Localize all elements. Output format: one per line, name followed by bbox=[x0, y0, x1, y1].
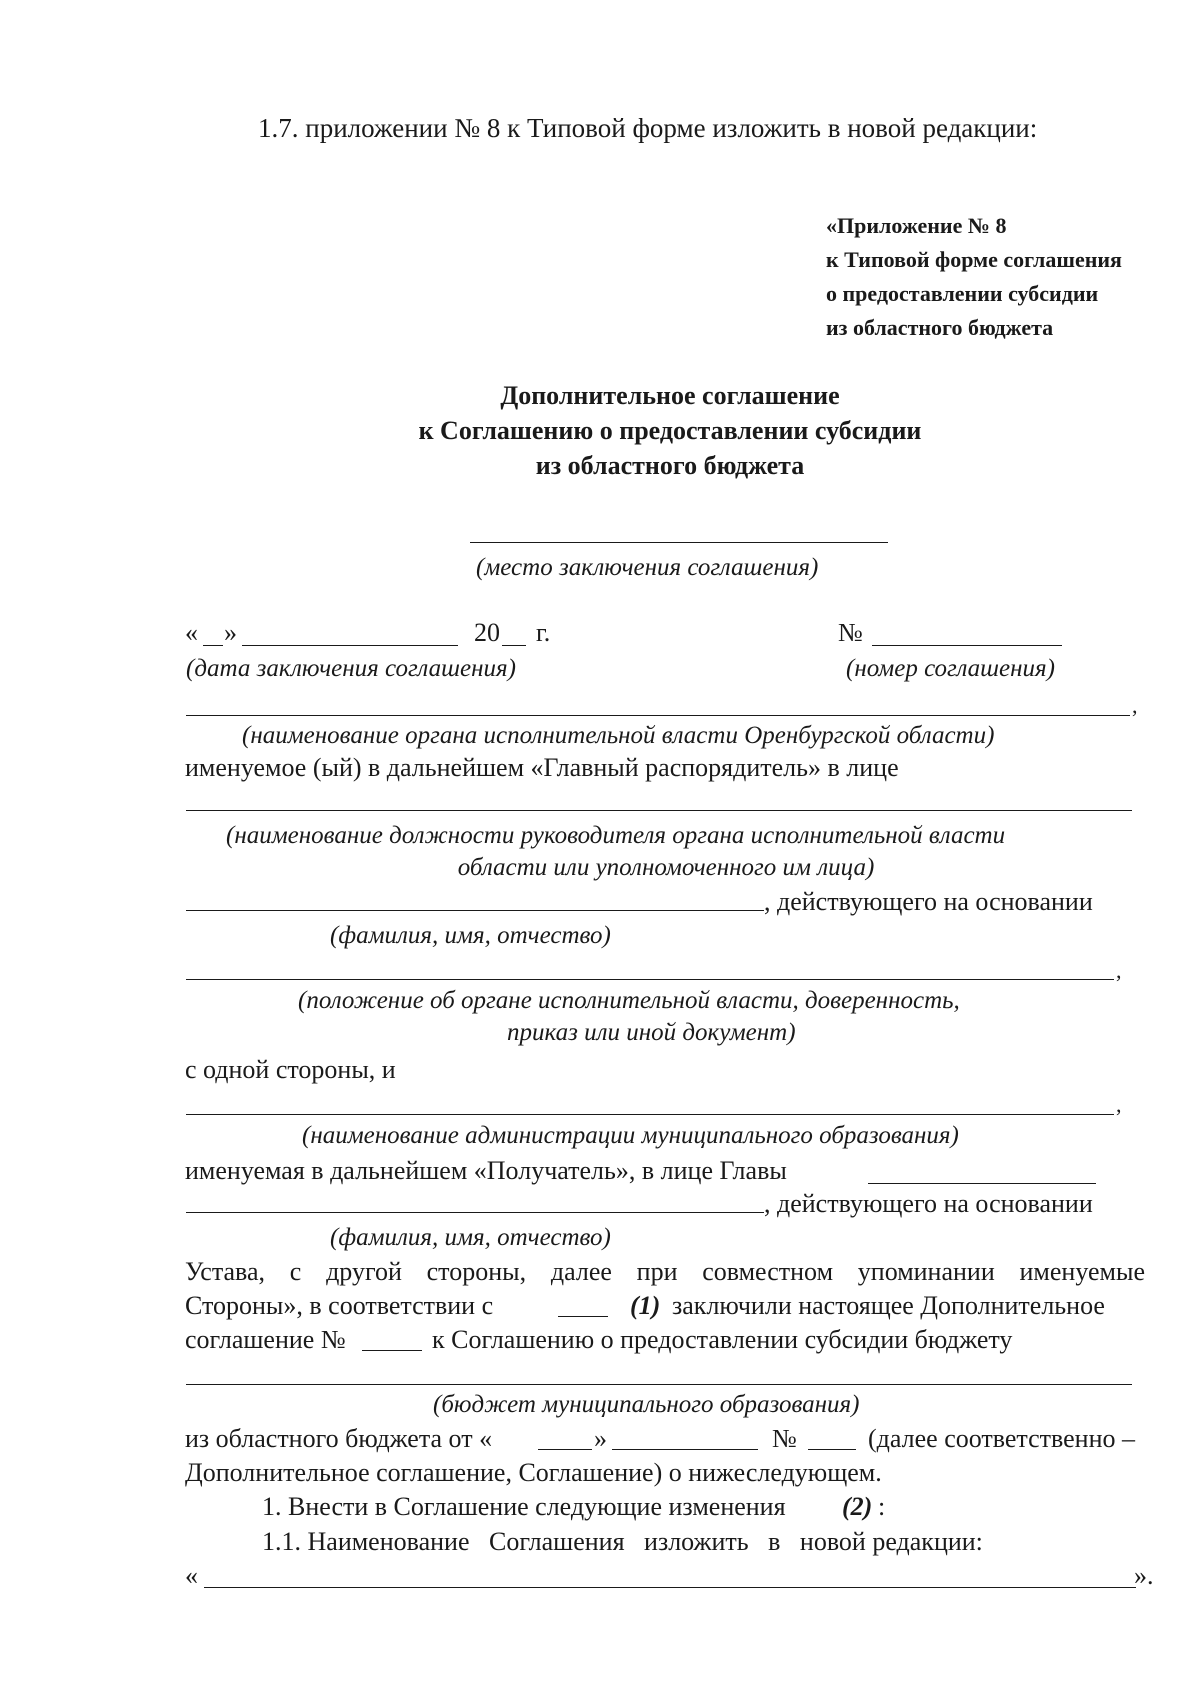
acting-basis-text-2: , действующего на основании bbox=[764, 1189, 1093, 1218]
one-side-text: с одной стороны, и bbox=[185, 1055, 396, 1084]
number-caption: (номер соглашения) bbox=[846, 655, 1055, 682]
fio-blank-2 bbox=[186, 1212, 764, 1213]
item-1-text: 1. Внести в Соглашение следующие изменения bbox=[262, 1492, 786, 1521]
title-line-2: к Соглашению о предоставлении субсидии bbox=[418, 416, 922, 445]
year-suffix: г. bbox=[536, 618, 551, 647]
item-1-colon: : bbox=[878, 1492, 886, 1521]
final-open-quote: « bbox=[185, 1561, 198, 1590]
from-budget-text: из областного бюджета от « bbox=[185, 1424, 493, 1453]
date-close-quote: » bbox=[224, 618, 237, 647]
appendix-line-1: «Приложение № 8 bbox=[826, 213, 1007, 238]
item-1-1-text: 1.1. Наименование Соглашения изложить в новой редакции: bbox=[262, 1527, 983, 1556]
footnote-1-marker: (1) bbox=[630, 1291, 661, 1320]
admin-blank bbox=[186, 1114, 1114, 1115]
fio-blank bbox=[186, 910, 764, 911]
month-blank bbox=[242, 645, 458, 646]
number-blank bbox=[872, 645, 1062, 646]
place-blank bbox=[470, 542, 888, 543]
position-caption-2: области или уполномоченного им лица) bbox=[457, 854, 875, 881]
title-line-1: Дополнительное соглашение bbox=[500, 381, 840, 410]
paragraph-line-3-start: соглашение № bbox=[185, 1325, 346, 1354]
appendix-line-3: о предоставлении субсидии bbox=[826, 281, 1099, 306]
position-caption-1: (наименование должности руководителя органа исполнительной власти bbox=[226, 822, 1006, 849]
place-caption: (место заключения соглашения) bbox=[476, 554, 819, 581]
document-comma: , bbox=[1116, 958, 1122, 983]
from-day-blank bbox=[538, 1449, 592, 1450]
paragraph-line-2-start: Стороны», в соответствии с bbox=[185, 1291, 494, 1320]
from-month-blank bbox=[612, 1449, 758, 1450]
new-name-blank bbox=[204, 1587, 1136, 1588]
number-sign: № bbox=[838, 618, 863, 647]
from-number-blank bbox=[808, 1449, 856, 1450]
document-caption-2: приказ или иной документ) bbox=[507, 1019, 796, 1046]
fio-caption-2: (фамилия, имя, отчество) bbox=[330, 1224, 611, 1251]
basis-date-blank bbox=[558, 1316, 608, 1317]
paragraph-line-2-end: заключили настоящее Дополнительное bbox=[672, 1291, 1105, 1320]
named-receiver-text: именуемая в дальнейшем «Получатель», в лице Главы bbox=[185, 1156, 787, 1185]
authority-comma: , bbox=[1132, 693, 1138, 718]
title-line-3: из областного бюджета bbox=[535, 451, 805, 480]
from-number-sign: № bbox=[772, 1424, 797, 1453]
admin-caption: (наименование администрации муниципального образования) bbox=[302, 1122, 959, 1149]
paragraph-line-1: Устава, с другой стороны, далее при совместном упоминании именуемые bbox=[185, 1257, 1145, 1286]
further-text: Дополнительное соглашение, Соглашение) о нижеследующем. bbox=[185, 1458, 882, 1487]
year-blank bbox=[502, 645, 526, 646]
fio-caption: (фамилия, имя, отчество) bbox=[330, 922, 611, 949]
acting-basis-text: , действующего на основании bbox=[764, 887, 1093, 916]
authority-blank bbox=[186, 715, 1130, 716]
document-blank bbox=[186, 979, 1114, 980]
position-blank bbox=[186, 810, 1132, 811]
final-close-quote: ». bbox=[1134, 1561, 1154, 1590]
budget-caption: (бюджет муниципального образования) bbox=[433, 1391, 860, 1418]
paragraph-line-3-end: к Соглашению о предоставлении субсидии бюджету bbox=[432, 1325, 1013, 1354]
admin-comma: , bbox=[1116, 1092, 1122, 1117]
date-open-quote: « bbox=[185, 618, 198, 647]
appendix-line-2: к Типовой форме соглашения bbox=[826, 247, 1122, 272]
agreement-number-blank bbox=[362, 1350, 422, 1351]
authority-caption: (наименование органа исполнительной власти Оренбургской области) bbox=[242, 722, 995, 749]
from-close-quote: » bbox=[594, 1424, 607, 1453]
head-name-blank bbox=[868, 1183, 1096, 1184]
named-main-text: именуемое (ый) в дальнейшем «Главный распорядитель» в лице bbox=[185, 753, 899, 782]
budget-blank bbox=[186, 1384, 1132, 1385]
day-blank bbox=[203, 645, 223, 646]
appendix-line-4: из областного бюджета bbox=[826, 315, 1054, 340]
intro-text: 1.7. приложении № 8 к Типовой форме изложить в новой редакции: bbox=[258, 113, 1038, 143]
document-caption-1: (положение об органе исполнительной власти, доверенность, bbox=[298, 987, 960, 1014]
year-prefix: 20 bbox=[474, 618, 500, 647]
date-caption: (дата заключения соглашения) bbox=[186, 655, 516, 682]
footnote-2-marker: (2) bbox=[842, 1492, 873, 1521]
from-budget-end: (далее соответственно – bbox=[868, 1424, 1136, 1453]
